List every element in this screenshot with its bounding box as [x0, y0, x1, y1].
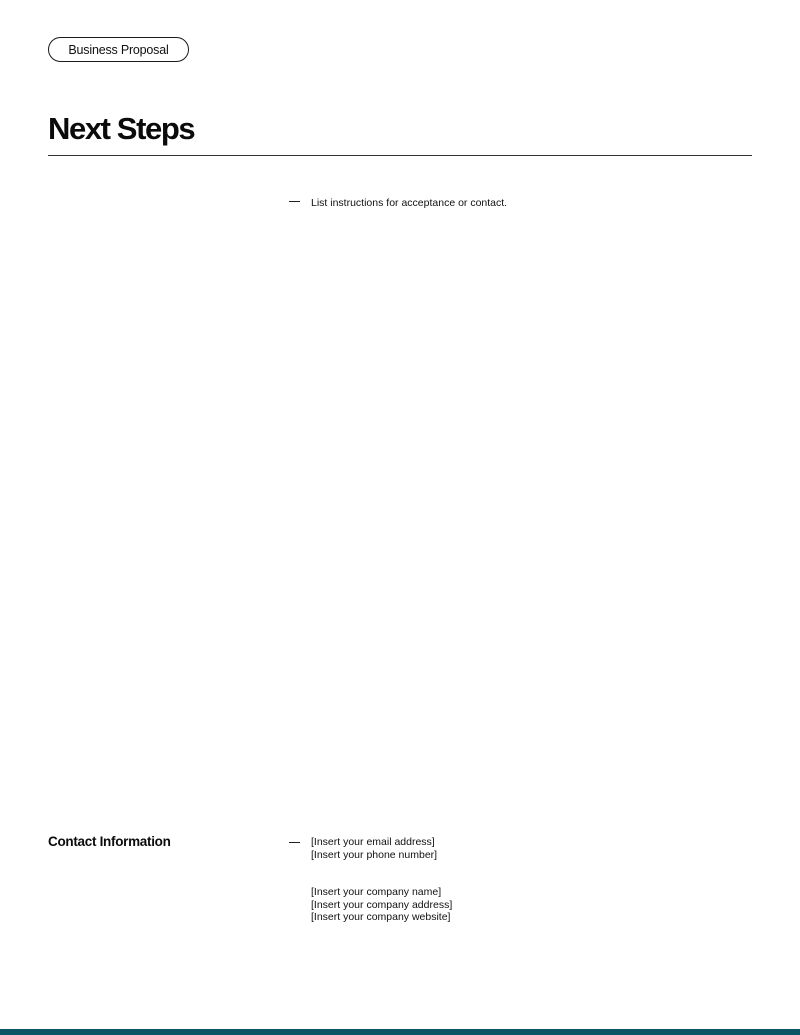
company-name: [Insert your company name] [311, 886, 442, 898]
contact-dash [289, 842, 300, 843]
title-divider [48, 155, 752, 156]
footer-bar [0, 1029, 800, 1035]
document-badge-label: Business Proposal [68, 42, 169, 57]
contact-phone: [Insert your phone number] [311, 848, 438, 861]
contact-company-block [311, 886, 452, 924]
next-steps-item: List instructions for acceptance or contact. [311, 197, 508, 209]
document-badge [48, 37, 189, 62]
company-website: [Insert your company website] [311, 911, 451, 924]
next-steps-list [311, 197, 507, 210]
contact-email: [Insert your email address] [311, 836, 435, 848]
contact-primary-block [311, 836, 437, 861]
next-steps-dash [289, 201, 300, 202]
contact-section-label: Contact Information [48, 834, 171, 849]
page-title: Next Steps [48, 111, 195, 146]
company-address: [Insert your company address] [311, 898, 453, 911]
